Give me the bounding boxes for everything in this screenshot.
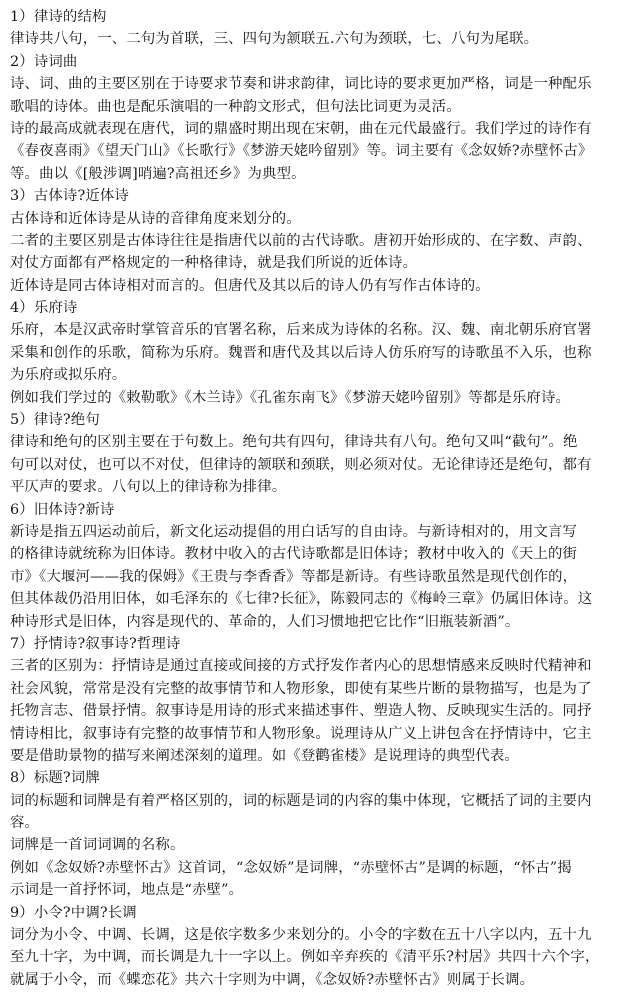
text-line: 情诗相比，叙事诗有完整的故事情节和人物形象。说理诗从广义上讲包含在抒情诗中，它主 <box>10 725 592 742</box>
section-heading: 3）古体诗?近体诗 <box>10 188 129 205</box>
section-heading: 5）律诗?绝句 <box>10 412 100 429</box>
section-heading: 2）诗词曲 <box>10 53 78 70</box>
text-line: 新诗是指五四运动前后，新文化运动提倡的用白话写的自由诗。与新诗相对的，用文言写 <box>10 523 578 540</box>
section-heading: 1）律诗的结构 <box>10 9 107 25</box>
text-line: 词的标题和词牌是有着严格区别的，词的标题是词的内容的集中体现，它概括了词的主要内 <box>10 792 592 809</box>
text-line: 至九十字，为中调，而长调是九十一字以上。例如辛弃疾的《清平乐?村居》共四十六个字， <box>10 949 600 966</box>
text-line: 律诗和绝句的区别主要在于句数上。绝句共有四句，律诗共有八句。绝句又叫“截句”。绝 <box>10 434 578 451</box>
text-line: 歌唱的诗体。曲也是配乐演唱的一种韵文形式，但句法比词更为灵活。 <box>10 98 461 115</box>
text-line: 市》《大堰河——我的保姆》《王贵与李香香》等都是新诗。有些诗歌虽然是现代创作的， <box>10 568 578 585</box>
section-heading: 9）小令?中调?长调 <box>10 904 137 921</box>
text-line: 律诗共八句，一、二句为首联，三、四句为颔联五.六句为颈联，七、八句为尾联。 <box>10 31 539 48</box>
text-line: 社会风貌，常常是没有完整的故事情节和人物形象，即使有某些片断的景物描写，也是为了 <box>10 680 592 697</box>
text-line: 乐府，本是汉武帝时掌管音乐的官署名称，后来成为诗体的名称。汉、魏、南北朝乐府官署 <box>10 322 592 339</box>
text-line: 对仗方面都有严格规定的一种格律诗，就是我们所说的近体诗。 <box>10 255 418 272</box>
document-body <box>10 6 632 991</box>
text-line: 词分为小令、中调、长调，这是依字数多少来划分的。小令的字数在五十八字以内，五十九 <box>10 927 592 944</box>
text-line: 但其体裁仍沿用旧体，如毛泽东的《七律?长征》，陈毅同志的《梅岭三章》仍属旧体诗。这 <box>10 591 593 608</box>
text-line: 诗的最高成就表现在唐代，词的鼎盛时期出现在宋朝，曲在元代最盛行。我们学过的诗作有 <box>10 120 592 137</box>
text-line: 就属于小令，而《蝶恋花》共六十字则为中调，《念奴娇?赤壁怀古》则属于长调。 <box>10 971 535 988</box>
text-line: 等。曲以《[般涉调]哨遍?高祖还乡》为典型。 <box>10 165 306 182</box>
text-line: 二者的主要区别是古体诗往往是指唐代以前的古代诗歌。唐初开始形成的、在字数、声韵、 <box>10 232 592 249</box>
text-line: 三者的区别为：抒情诗是通过直接或间接的方式抒发作者内心的思想情感来反映时代精神和 <box>10 658 592 675</box>
text-line: 句可以对仗，也可以不对仗，但律诗的颔联和颈联，则必须对仗。无论律诗还是绝句，都有 <box>10 456 592 473</box>
section-heading: 8）标题?词牌 <box>10 770 100 787</box>
text-line: 采集和创作的乐歌，简称为乐府。魏晋和唐代及其以后诗人仿乐府写的诗歌虽不入乐，也称 <box>10 344 592 361</box>
section-heading: 6）旧体诗?新诗 <box>10 501 115 518</box>
text-line: 平仄声的要求。八句以上的律诗称为排律。 <box>10 479 287 496</box>
text-line: 例如我们学过的《敕勒歌》《木兰诗》《孔雀东南飞》《梦游天姥吟留别》等都是乐府诗。 <box>10 389 571 406</box>
text-line: 古体诗和近体诗是从诗的音律角度来划分的。 <box>10 210 301 227</box>
text-line: 词牌是一首词词调的名称。 <box>10 837 185 854</box>
text-line: 《春夜喜雨》《望天门山》《长歌行》《梦游天姥吟留别》等。词主要有《念奴娇?赤壁怀古》 <box>10 143 593 160</box>
section-heading: 7）抒情诗?叙事诗?哲理诗 <box>10 635 181 652</box>
text-line: 近体诗是同古体诗相对而言的。但唐代及其以后的诗人仍有写作古体诗的。 <box>10 277 490 294</box>
text-line: 容。 <box>10 815 40 832</box>
text-line: 示词是一首抒怀词，地点是“赤壁”。 <box>10 882 244 899</box>
text-line: 的格律诗就统称为旧体诗。教材中收入的古代诗歌都是旧体诗；教材中收入的《天上的街 <box>10 546 578 563</box>
text-line: 种诗形式是旧体，内容是现代的、革命的，人们习惯地把它比作“旧瓶装新酒”。 <box>10 613 520 630</box>
text-line: 例如《念奴娇?赤壁怀古》这首词，“念奴娇”是词牌，“赤壁怀古”是调的标题，“怀古”揭 <box>10 859 572 876</box>
text-line: 为乐府或拟乐府。 <box>10 367 127 384</box>
section-heading: 4）乐府诗 <box>10 300 78 317</box>
text-line: 托物言志、借景抒情。叙事诗是用诗的形式来描述事件、塑造人物、反映现实生活的。同抒 <box>10 703 592 720</box>
text-line: 诗、词、曲的主要区别在于诗要求节奏和讲求韵律，词比诗的要求更加严格，词是一种配乐 <box>10 76 592 93</box>
text-line: 要是借助景物的描写来阐述深刻的道理。如《登鹳雀楼》是说理诗的典型代表。 <box>10 747 519 764</box>
